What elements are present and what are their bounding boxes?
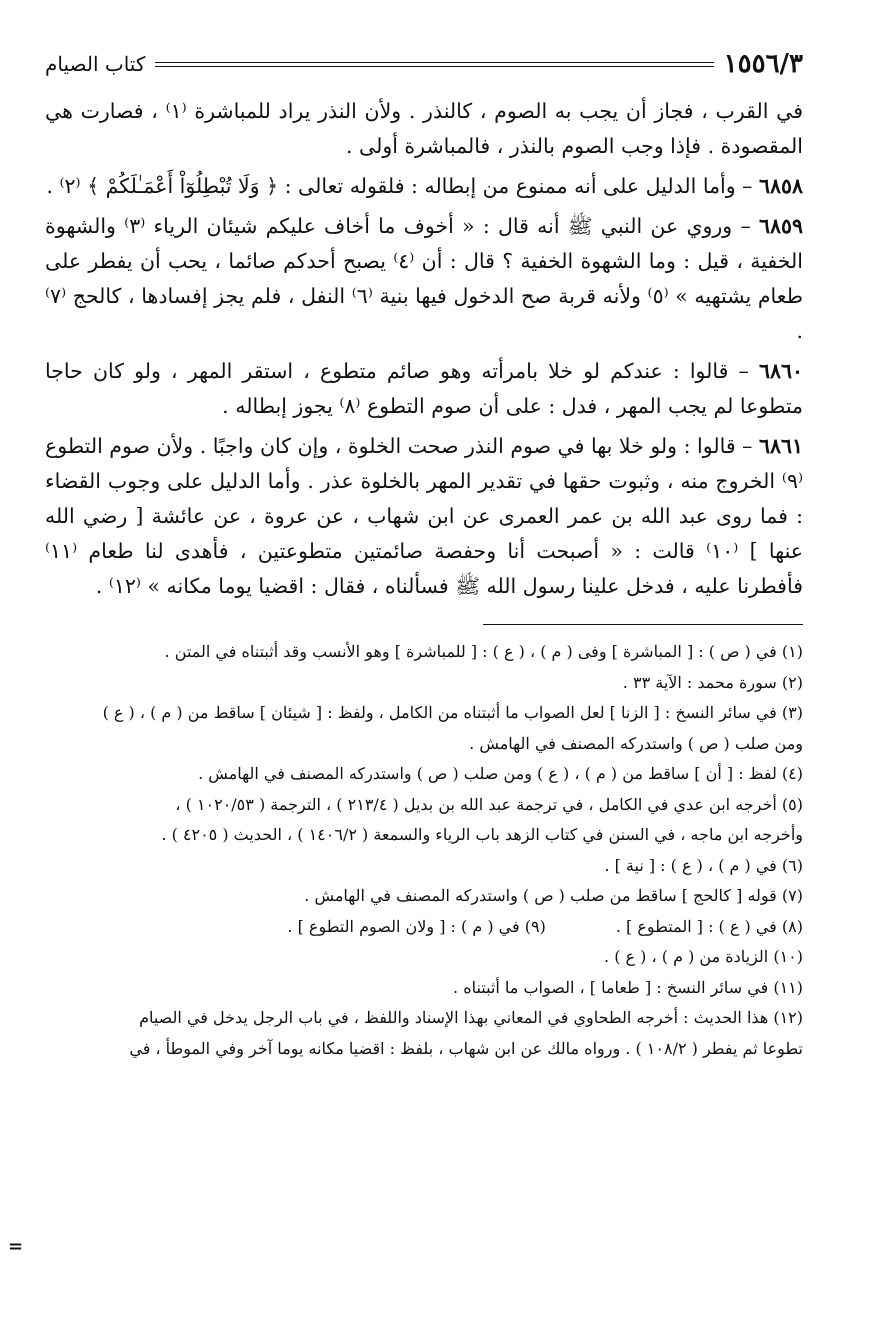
footnote-line: (٨) في ( ع ) : [ المتطوع ] .: [615, 916, 803, 936]
footnote-line: (٥) أخرجه ابن عدي في الكامل ، في ترجمة عبد الله بن بديل ( ٢١٣/٤ ) ، الترجمة ( ١٠٢٠/٥٣ ) ،: [175, 794, 803, 814]
paragraph: [45, 94, 803, 164]
paragraph: [45, 209, 803, 349]
footnote-line: (٤) لفظ : [ أن ] ساقط من ( م ) ، ( ع ) ومن صلب ( ص ) واستدركه المصنف في الهامش .: [198, 764, 803, 783]
book-title: كتاب الصيام: [45, 52, 146, 76]
paragraph-number: ٦٨٥٩: [758, 214, 803, 238]
footnote-line: (١) في ( ص ) : [ المباشرة ] وفى ( م ) ، ( ع ) : [ للمباشرة ] وهو الأنسب وقد أثبتناه في المتن .: [164, 642, 803, 661]
footnote-line: (٦) في ( م ) ، ( ع ) : [ نية ] .: [604, 855, 803, 875]
footnote-line: (٢) سورة محمد : الآية ٣٣ .: [622, 672, 803, 692]
footnote-line: (٣) في سائر النسخ : [ الزنا ] لعل الصواب ما أثبتناه من الكامل ، ولفظ : [ شيئان ] ساقط من ( م ) ، ( ع ): [102, 703, 803, 722]
paragraph: [45, 169, 803, 204]
footnote-line: وأخرجه ابن ماجه ، في السنن في كتاب الزهد باب الرياء والسمعة ( ١٤٠٦/٢ ) ، الحديث ( ٤٢٠٥ ) .: [161, 825, 803, 844]
paragraph-text: – وأما الدليل على أنه ممنوع من إبطاله : فلقوله تعالى : ﴿ وَلَا تُبْطِلُوٓاْ أَعْمَـٰلَكُمْ ﴾ ⁽٢⁾ .: [46, 174, 753, 198]
footnote-separator: [483, 624, 803, 625]
paragraph: [45, 429, 803, 604]
header-rule: [155, 62, 713, 67]
footnote-line: تطوعا ثم يفطر ( ١٠٨/٢ ) . ورواه مالك عن ابن شهاب ، بلفظ : اقضيا مكانه يوما آخر وفي الموطأ ، في: [129, 1038, 803, 1058]
footnote-pair: [45, 912, 803, 943]
footnote-line: (٧) قوله [ كالحج ] ساقط من صلب ( ص ) واستدركه المصنف في الهامش .: [304, 886, 803, 905]
footnote-line: (١٠) الزيادة من ( م ) ، ( ع ) .: [604, 947, 803, 966]
footnotes: [45, 637, 803, 1064]
paragraph-text: – وروي عن النبي ﷺ أنه قال : « أخوف ما أخاف عليكم شيئان الرياء ⁽٣⁾ والشهوة الخفية ، قيل : وما الشهوة الخفية ؟ قال : أن ⁽٤⁾ يصبح أحدكم صائما ، يحب أن يفطر على طعام يشتهيه » ⁽٥⁾ ولأنه قربة صح الدخول فيها بنية ⁽٦⁾ النفل ، فلم يجز إفسادها ، كالحج ⁽٧⁾ .: [45, 214, 804, 343]
footnote-line: (١١) في سائر النسخ : [ طعاما ] ، الصواب ما أثبتناه .: [453, 977, 803, 997]
paragraph-text: في القرب ، فجاز أن يجب به الصوم ، كالنذر . ولأن النذر يراد للمباشرة ⁽١⁾ ، فصارت هي المقصودة . فإذا وجب الصوم بالنذر ، فالمباشرة أولى .: [45, 99, 803, 158]
main-text: [45, 94, 803, 604]
footnote-line: ومن صلب ( ص ) واستدركه المصنف في الهامش .: [469, 733, 803, 753]
paragraph-number: ٦٨٦٠: [758, 359, 803, 383]
footnote-line: (١٢) هذا الحديث : أخرجه الطحاوي في المعاني بهذا الإسناد واللفظ ، في باب الرجل يدخل في الصيام: [139, 1008, 803, 1027]
paragraph-text: – قالوا : ولو خلا بها في صوم النذر صحت الخلوة ، وإن كان واجبًا . ولأن صوم التطوع ⁽٩⁾ الخروج منه ، وثبوت حقها في تقدير المهر بالخلوة عذر . وأما الدليل على وجوب القضاء : فما روى عبد الله بن عمر العمرى عن ابن شهاب ، عن عروة ، عن عائشة [ رضي الله عنها ] ⁽١٠⁾ قالت : « أصبحت أنا وحفصة صائمتين متطوعتين ، فأهدى لنا طعام ⁽١١⁾ فأفطرنا عليه ، فدخل علينا رسول الله ﷺ فسألناه ، فقال : اقضيا يوما مكانه » ⁽١٢⁾ .: [45, 434, 803, 598]
footnote-line: (٩) في ( م ) : [ ولان الصوم التطوع ] .: [287, 916, 546, 936]
paragraph-number: ٦٨٥٨: [758, 174, 803, 198]
page-number: ١٥٥٦/٣: [723, 49, 803, 79]
paragraph-number: ٦٨٦١: [758, 434, 803, 458]
paragraph: [45, 354, 803, 424]
paragraph-text: – قالوا : عندكم لو خلا بامرأته وهو صائم متطوع ، استقر المهر ، ولو كان حاجا متطوعا لم يجب المهر ، فدل : على أن صوم التطوع ⁽٨⁾ يجوز إبطاله .: [45, 359, 803, 418]
continuation-mark: =: [8, 1236, 24, 1257]
page-header: [45, 44, 803, 84]
